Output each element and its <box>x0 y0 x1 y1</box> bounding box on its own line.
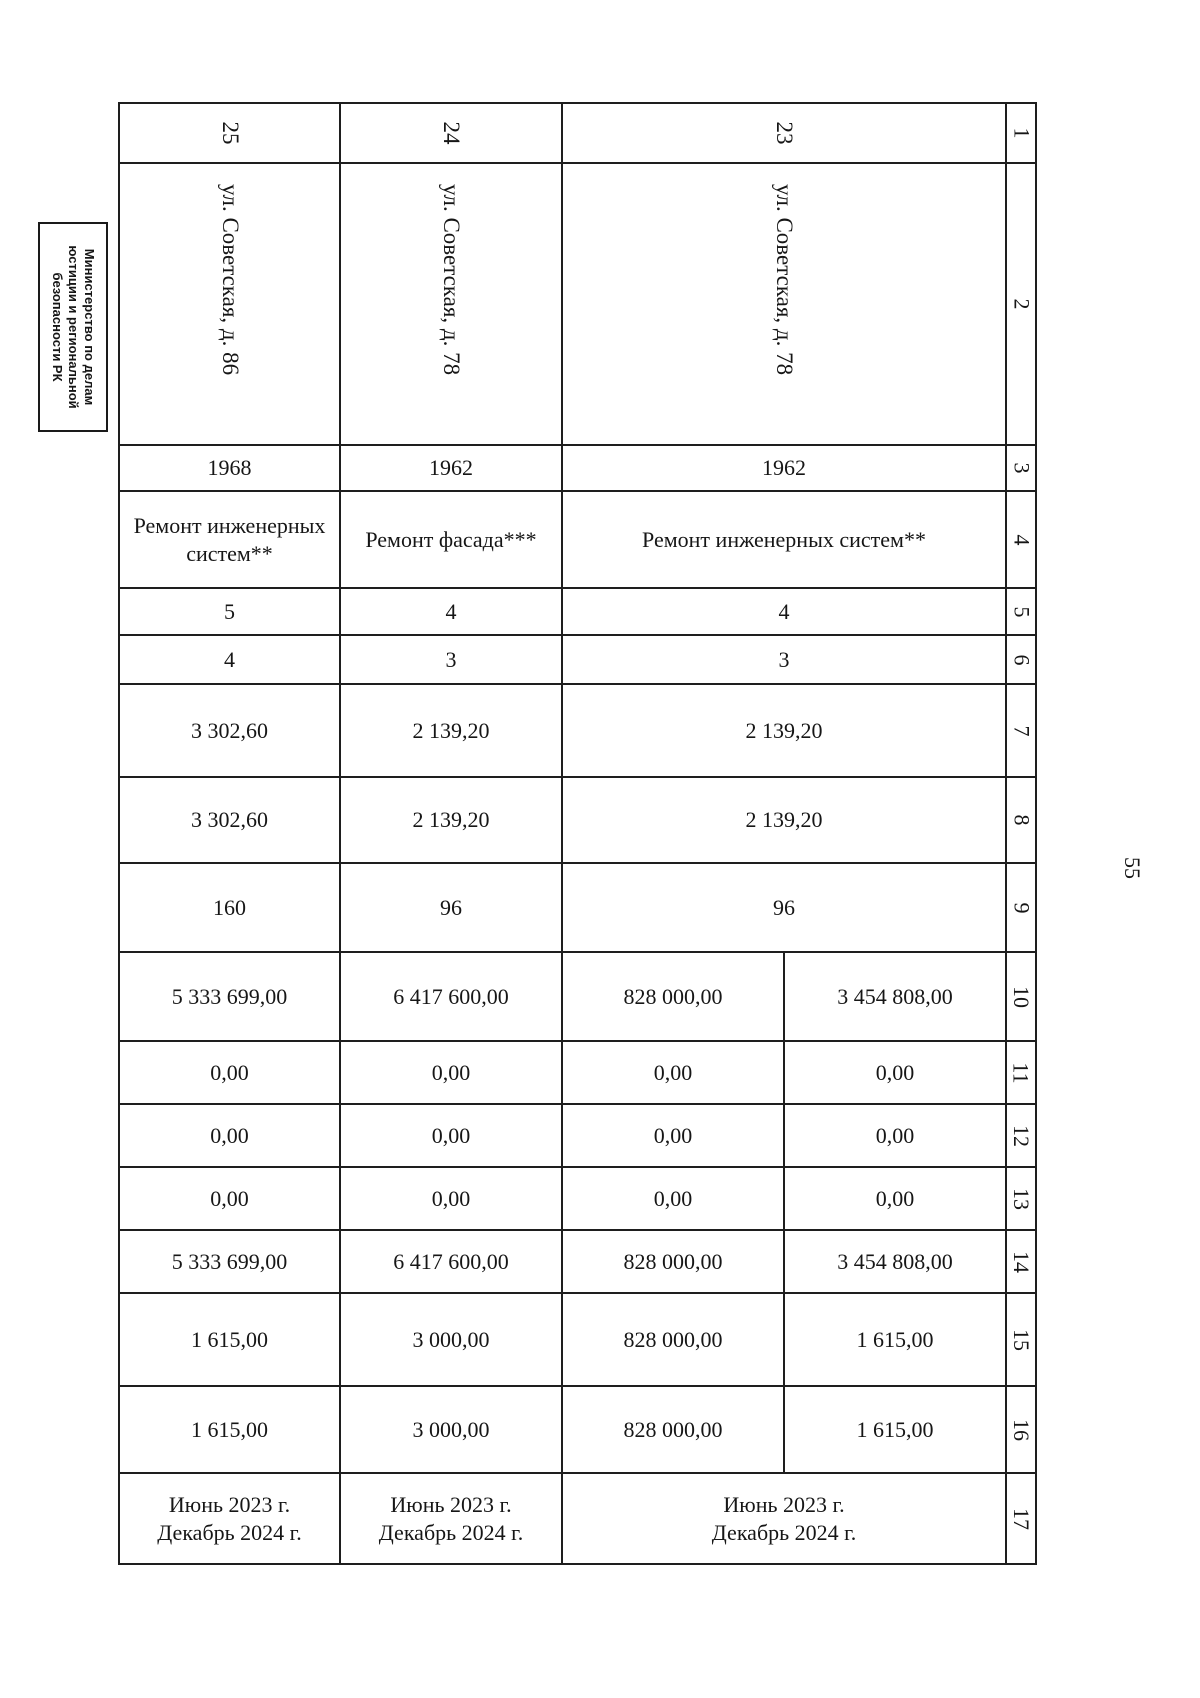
value-cell: 5 <box>119 588 340 635</box>
value-cell: 0,00 <box>562 1104 784 1167</box>
value-cell: 2 139,20 <box>340 684 562 777</box>
value-cell: 1 615,00 <box>119 1293 340 1386</box>
value-cell: 0,00 <box>119 1041 340 1104</box>
row-number: 23 <box>772 121 797 145</box>
column-number: 15 <box>1006 1293 1036 1386</box>
period-cell <box>119 1473 340 1564</box>
value-cell: 0,00 <box>340 1041 562 1104</box>
work-type-cell: Ремонт инженерных систем** <box>562 491 1006 588</box>
stamp-line: Министерство по делам <box>82 248 97 406</box>
column-number: 6 <box>1006 635 1036 684</box>
value-cell: 1 615,00 <box>784 1293 1006 1386</box>
work-schedule-table <box>118 102 1037 1565</box>
period-cell <box>562 1473 1006 1564</box>
address-cell <box>119 163 340 445</box>
value-cell: 6 417 600,00 <box>340 1230 562 1293</box>
year-cell: 1968 <box>119 445 340 491</box>
value-cell: 0,00 <box>340 1104 562 1167</box>
work-type-cell: Ремонт инженерных систем** <box>119 491 340 588</box>
column-number: 9 <box>1006 863 1036 952</box>
column-number: 1 <box>1006 103 1036 163</box>
period-end: Декабрь 2024 г. <box>378 1519 524 1545</box>
value-cell: 3 <box>562 635 1006 684</box>
value-cell: 6 417 600,00 <box>340 952 562 1041</box>
row-number: 25 <box>217 121 243 145</box>
stamp-text <box>49 224 97 430</box>
value-cell: 1 615,00 <box>119 1386 340 1473</box>
period-start: Июнь 2023 г. <box>168 1491 291 1517</box>
period-end: Декабрь 2024 г. <box>711 1519 857 1545</box>
column-number: 14 <box>1006 1230 1036 1293</box>
column-number: 12 <box>1006 1104 1036 1167</box>
column-number: 4 <box>1006 491 1036 588</box>
value-cell: 2 139,20 <box>562 684 1006 777</box>
value-cell: 3 454 808,00 <box>784 1230 1006 1293</box>
value-cell: 3 000,00 <box>340 1386 562 1473</box>
period-end: Декабрь 2024 г. <box>157 1519 302 1545</box>
period-start: Июнь 2023 г. <box>723 1491 845 1517</box>
page-number: 55 <box>1120 857 1145 879</box>
value-cell: 96 <box>562 863 1006 952</box>
column-number: 3 <box>1006 445 1036 491</box>
value-cell: 3 302,60 <box>119 684 340 777</box>
column-number: 5 <box>1006 588 1036 635</box>
value-cell: 1 615,00 <box>784 1386 1006 1473</box>
value-cell: 3 000,00 <box>340 1293 562 1386</box>
address: ул. Советская, д. 78 <box>439 184 464 376</box>
value-cell: 3 454 808,00 <box>784 952 1006 1041</box>
period-cell <box>340 1473 562 1564</box>
year-cell: 1962 <box>340 445 562 491</box>
value-cell: 2 139,20 <box>340 777 562 863</box>
value-cell: 0,00 <box>562 1167 784 1230</box>
value-cell: 3 <box>340 635 562 684</box>
value-cell: 3 302,60 <box>119 777 340 863</box>
address-cell <box>562 163 1006 445</box>
value-cell: 4 <box>119 635 340 684</box>
value-cell: 96 <box>340 863 562 952</box>
row-number: 24 <box>439 121 464 145</box>
address: ул. Советская, д. 86 <box>217 184 243 376</box>
row-number-cell <box>119 103 340 163</box>
value-cell: 4 <box>340 588 562 635</box>
row-number-cell <box>562 103 1006 163</box>
value-cell: 5 333 699,00 <box>119 952 340 1041</box>
value-cell: 828 000,00 <box>562 952 784 1041</box>
value-cell: 0,00 <box>784 1041 1006 1104</box>
value-cell: 2 139,20 <box>562 777 1006 863</box>
value-cell: 0,00 <box>784 1104 1006 1167</box>
value-cell: 4 <box>562 588 1006 635</box>
column-number: 8 <box>1006 777 1036 863</box>
value-cell: 0,00 <box>340 1167 562 1230</box>
value-cell: 0,00 <box>119 1167 340 1230</box>
column-number: 16 <box>1006 1386 1036 1473</box>
value-cell: 828 000,00 <box>562 1230 784 1293</box>
value-cell: 0,00 <box>784 1167 1006 1230</box>
address-cell <box>340 163 562 445</box>
year-cell: 1962 <box>562 445 1006 491</box>
stamp-line: юстиции и региональной <box>66 245 81 409</box>
registration-stamp <box>38 222 108 432</box>
column-number: 11 <box>1006 1041 1036 1104</box>
column-number: 2 <box>1006 163 1036 445</box>
value-cell: 160 <box>119 863 340 952</box>
column-number: 10 <box>1006 952 1036 1041</box>
column-number: 13 <box>1006 1167 1036 1230</box>
address: ул. Советская, д. 78 <box>772 184 797 376</box>
value-cell: 828 000,00 <box>562 1293 784 1386</box>
row-number-cell <box>340 103 562 163</box>
value-cell: 5 333 699,00 <box>119 1230 340 1293</box>
column-number: 17 <box>1006 1473 1036 1564</box>
stamp-line: безопасности РК <box>50 272 65 382</box>
value-cell: 0,00 <box>119 1104 340 1167</box>
period-start: Июнь 2023 г. <box>390 1491 512 1517</box>
value-cell: 0,00 <box>562 1041 784 1104</box>
value-cell: 828 000,00 <box>562 1386 784 1473</box>
work-type-cell: Ремонт фасада*** <box>340 491 562 588</box>
column-number: 7 <box>1006 684 1036 777</box>
